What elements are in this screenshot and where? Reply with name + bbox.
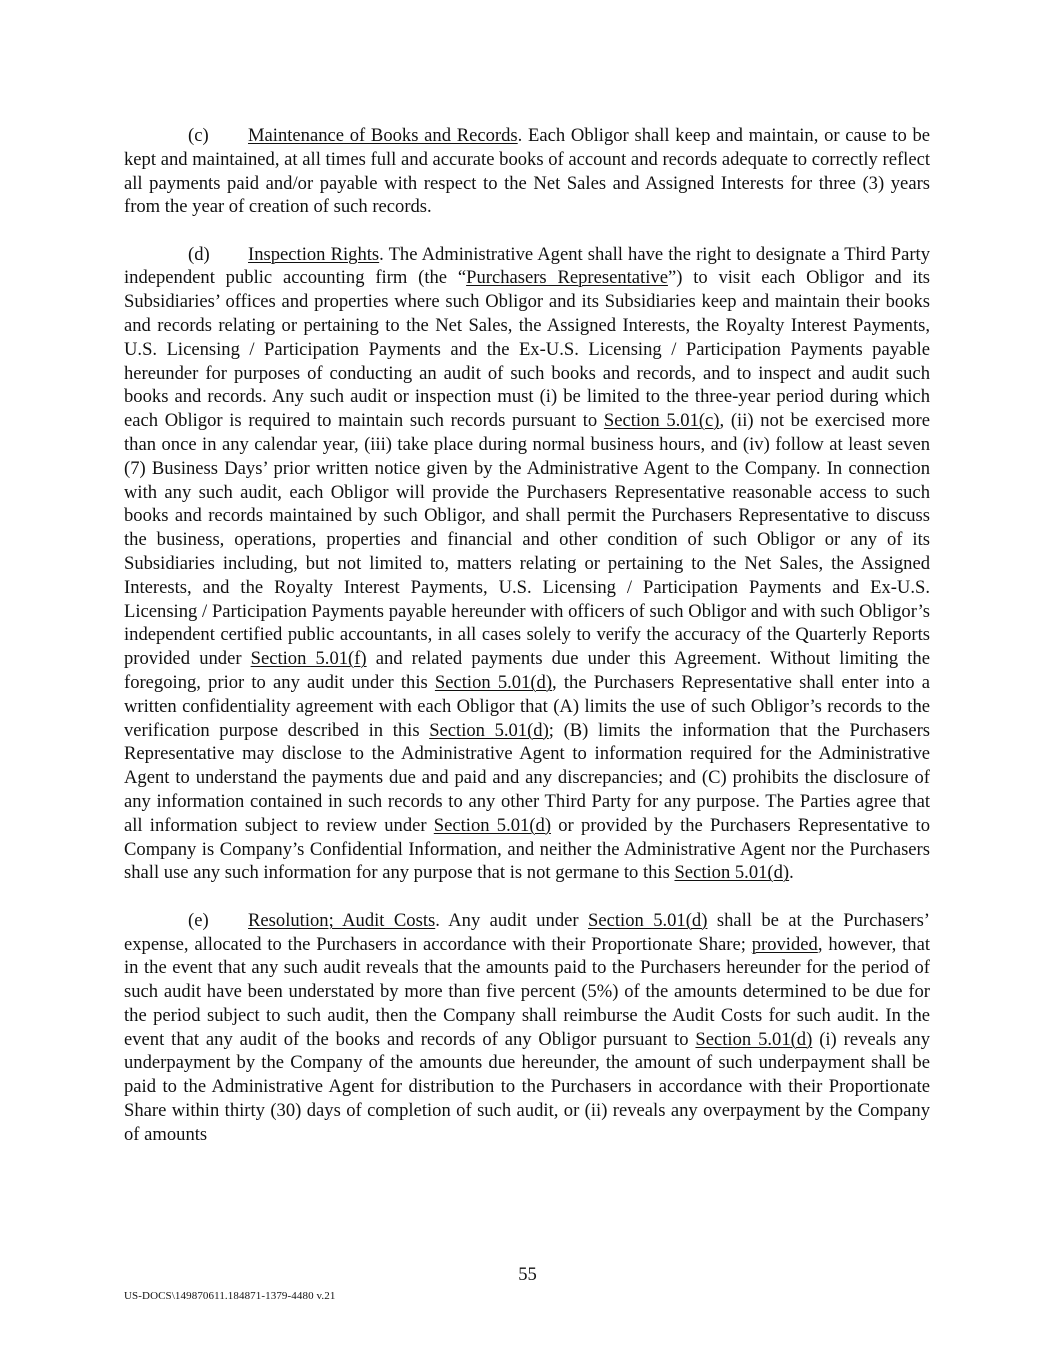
paragraph-text: . Each Obligor shall keep and maintain, or cause to be kept and maintained, at all times full and accurate books of account and records adequate to correctly reflect all payments paid and/or payable with respect to the Net Sales and Assigned Interests for three (3) years from the year of creation of such records. — [124, 125, 931, 218]
paragraph-text: , the Purchasers Representative shall enter into a written confidentiality agreement with each Obligor that (A) limits the use of such Obligor’s records to the verification purpose described in this — [124, 672, 931, 741]
paragraph-text: ”) to visit each Obligor and its Subsidiaries’ offices and properties where such Obligor and its Subsidiaries keep and maintain their books and records relating or pertaining to the Net Sales, the Assigned Interests, the Royalty Interest Payments, U.S. Licensing / Participation Payments and the Ex-U.S. Licensing / Participation Payments payable hereunder for purposes of conducting an audit of such books and records, and to inspect and audit such books and records. Any such audit or inspection must (i) be limited to the three-year period during which each Obligor is required to maintain such records pursuant to — [124, 267, 931, 432]
section-reference: Section 5.01(d) — [429, 719, 549, 741]
paragraph-c — [124, 124, 930, 219]
paragraph-label: (c) — [188, 125, 209, 146]
defined-term: provided — [751, 933, 818, 955]
section-heading-inspection: Inspection Rights — [248, 243, 380, 265]
section-reference: Section 5.01(d) — [674, 862, 790, 884]
paragraph-e — [124, 909, 930, 1147]
paragraph-text: ; (B) limits the information that the Purchasers Representative may disclose to the Administrative Agent to information required for the Administrative Agent to understand the payments due and paid and any discrepancies; and (C) prohibits the disclosure of any information contained in such records to any other Third Party for any purpose. The Parties agree that all information subject to review under — [124, 719, 931, 836]
paragraph-text: and related payments due under this Agreement. Without limiting the foregoing, prior to any audit under this — [124, 648, 930, 694]
paragraph-text: (i) reveals any underpayment by the Company of the amounts due hereunder, the amount of such underpayment shall be paid to the Administrative Agent for distribution to the Purchasers in accordance with their Proportionate Share within thirty (30) days of completion of such audit, or (ii) reveals any overpayment by the Company of amounts — [124, 1028, 931, 1145]
paragraph-text: or provided by the Purchasers Representative to Company is Company’s Confidential Information, and neither the Administrative Agent nor the Purchasers shall use any such information for any purpose that is not germane to this — [124, 814, 930, 884]
section-reference: Section 5.01(d) — [695, 1028, 813, 1050]
document-id: US-DOCS\149870611.184871-1379-4480 v.21 — [124, 1290, 336, 1302]
paragraph-text: , however, that in the event that any such audit reveals that the amounts paid to the Purchasers hereunder for the period of such audit have been understated by more than five percent (5%) of the amounts determined to be due for the period subject to such audit, then the Company shall reimburse the Audit Costs for such audit. In the event that any audit of the books and records of any Obligor pursuant to — [124, 933, 930, 1050]
paragraph-d — [124, 243, 930, 886]
page-number: 55 — [518, 1264, 537, 1285]
section-reference: Section 5.01(c) — [603, 410, 720, 432]
paragraph-label: (e) — [188, 909, 209, 931]
section-reference: Section 5.01(d) — [588, 909, 708, 931]
defined-term: Purchasers Representative — [466, 267, 668, 289]
section-reference: Section 5.01(d) — [434, 672, 553, 694]
paragraph-text: . — [789, 862, 794, 884]
section-heading-maintenance: Maintenance of Books and Records — [248, 125, 518, 146]
section-reference: Section 5.01(d) — [433, 814, 552, 836]
section-heading-resolution: Resolution; Audit Costs — [248, 909, 436, 931]
paragraph-text: . Any audit under — [435, 909, 589, 931]
paragraph-label: (d) — [188, 243, 210, 265]
paragraph-text: , (ii) not be exercised more than once in any calendar year, (iii) take place during normal business hours, and (iv) follow at least seven (7) Business Days’ prior written notice given by the Administrative Agent to the Company. In connection with any such audit, each Obligor will provide the Purchasers Representative reasonable access to such books and records maintained by such Obligor, and shall permit the Purchasers Representative to discuss the business, operations, properties and financial and other condition of such Obligor or any of its Subsidiaries including, but not limited to, matters relating or pertaining to the Net Sales, the Assigned Interests, and the Royalty Interest Payments, U.S. Licensing / Participation Payments and Ex-U.S. Licensing / Participation Payments payable hereunder with officers of such Obligor and with such Obligor’s independent certified public accountants, in all cases solely to verify the accuracy of the Quarterly Reports provided under — [124, 410, 930, 670]
section-reference: Section 5.01(f) — [250, 648, 367, 670]
paragraph-text: . The Administrative Agent shall have the right to designate a Third Party independent public accounting firm (the “ — [124, 243, 930, 289]
paragraph-text: shall be at the Purchasers’ expense, allocated to the Purchasers in accordance with their Proportionate Share; — [124, 909, 930, 955]
body-text — [124, 124, 930, 1170]
